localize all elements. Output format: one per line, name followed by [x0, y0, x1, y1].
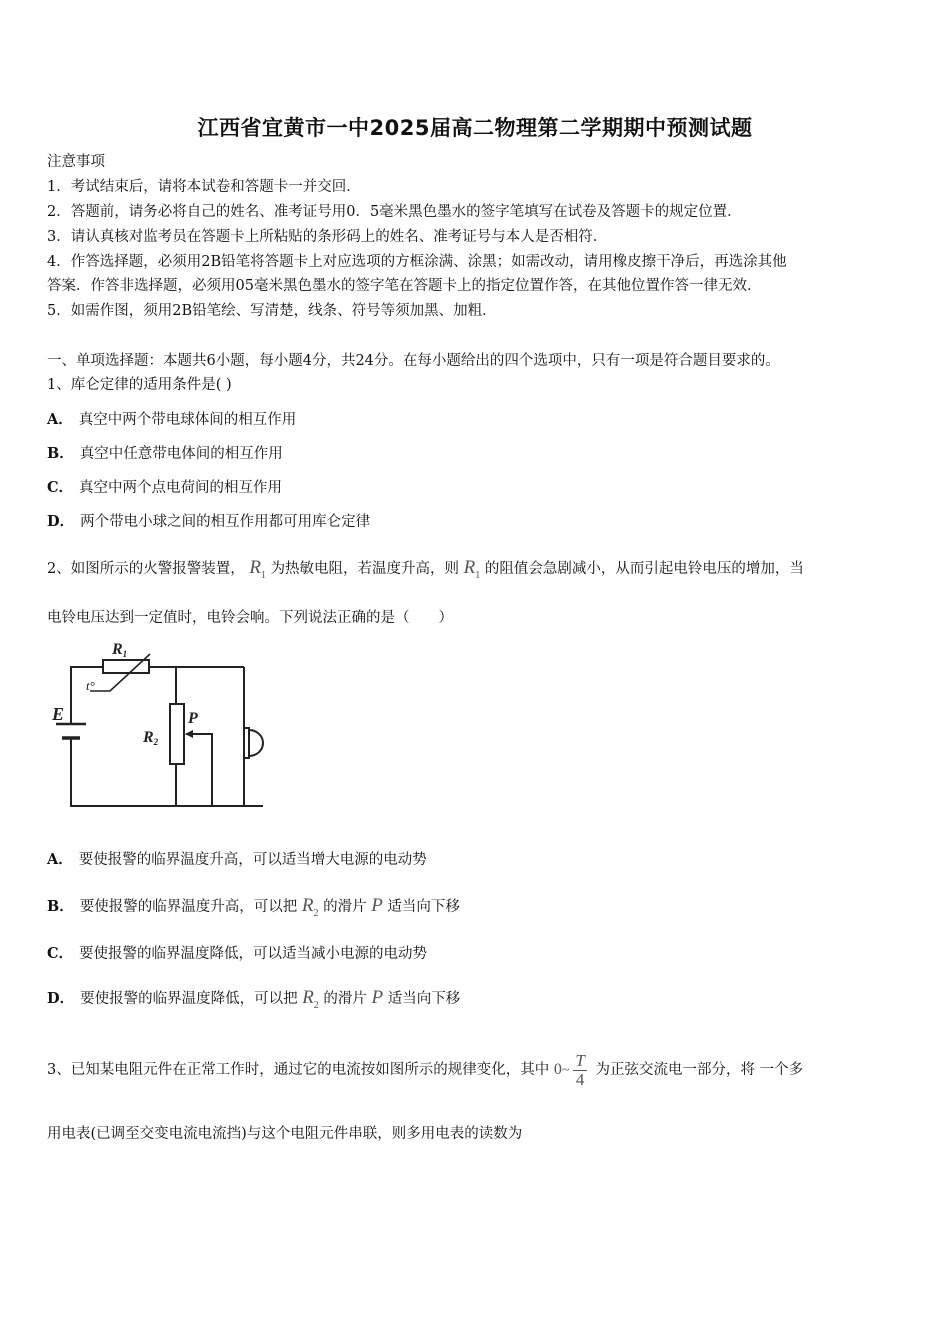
- option-text: 真空中任意带电体间的相互作用: [79, 446, 283, 462]
- fraction-t-over-4: $\frac{T}{4}$: [575, 1050, 585, 1089]
- option-text-c: 适当向下移: [387, 899, 460, 915]
- slider-arrowhead: [185, 730, 193, 738]
- option-key: C．: [47, 479, 74, 496]
- label-r2: R2: [143, 729, 159, 747]
- circuit-wire: [71, 738, 263, 806]
- notice-item-3: 3．请认真核对监考员在答题卡上所粘贴的条形码上的姓名、准考证号与本人是否相符．: [47, 229, 608, 245]
- option-key: B．: [47, 445, 74, 462]
- option-text-a: 要使报警的临界温度降低，可以把: [80, 991, 298, 1007]
- section-heading: 一、单项选择题：本题共6小题，每小题4分，共24分。在每小题给出的四个选项中，只有一项是符合题目要求的。: [47, 353, 780, 369]
- symbol-r1: $R_1$: [249, 557, 266, 581]
- option-text-b: 的滑片: [323, 991, 367, 1007]
- option-text-b: 的滑片: [323, 899, 367, 915]
- notice-item-1: 1．考试结束后，请将本试卷和答题卡一并交回．: [47, 179, 361, 195]
- label-r1: R1: [112, 641, 128, 659]
- q1-stem: 1、库仑定律的适用条件是( ): [47, 377, 232, 393]
- option-key: D．: [47, 513, 75, 530]
- option-key: D．: [47, 990, 75, 1007]
- option-text-a: 要使报警的临界温度升高，可以把: [79, 899, 298, 915]
- option-key: A．: [47, 411, 73, 428]
- notice-item-4-cont: 答案．作答非选择题，必须用05毫米黑色墨水的签字笔在答题卡上的指定位置作答，在其他位置作答一律无效．: [47, 278, 762, 294]
- q1-option-d: [47, 512, 370, 532]
- option-key: A．: [47, 851, 73, 868]
- label-temperature: t°: [86, 678, 95, 693]
- symbol-r2: $R_2$: [301, 895, 319, 919]
- q3-stem-line1: [47, 1045, 803, 1096]
- slider-wire: [186, 734, 212, 806]
- notice-item-2: 2．答题前，请务必将自己的姓名、准考证号用0．5毫米黑色墨水的签字笔填写在试卷及答题卡的规定位置．: [47, 204, 742, 220]
- symbol-r1: $R_1$: [463, 557, 481, 581]
- bell-dome: [249, 730, 263, 756]
- label-emf: E: [52, 704, 65, 724]
- q2-stem-a: 2、如图所示的火警报警装置，: [47, 561, 245, 577]
- notice-heading: 注意事项: [47, 154, 105, 170]
- circuit-wire: [71, 667, 86, 724]
- notice-item-4: 4．作答选择题，必须用2B铅笔将答题卡上对应选项的方框涂满、涂黑；如需改动，请用橡皮擦干净后，再选涂其他: [47, 254, 787, 270]
- q2-option-d: [47, 988, 460, 1016]
- option-text: 两个带电小球之间的相互作用都可用库仑定律: [80, 514, 371, 530]
- q2-option-b: [47, 896, 460, 924]
- option-text: 要使报警的临界温度升高，可以适当增大电源的电动势: [78, 852, 427, 868]
- q1-option-a: [47, 410, 296, 430]
- q2-stem-c: 的阻值会急剧减小，从而引起电铃电压的增加，当: [484, 561, 804, 577]
- fire-alarm-circuit-diagram: [46, 636, 276, 814]
- option-text: 真空中两个带电球体间的相互作用: [78, 412, 297, 428]
- q2-stem-b: 为热敏电阻，若温度升高，则: [270, 561, 460, 577]
- option-key: C．: [47, 945, 74, 962]
- q1-option-c: [47, 478, 282, 498]
- q2-option-c: [47, 944, 427, 964]
- symbol-r2: $R_2$: [302, 987, 319, 1011]
- option-text: 真空中两个点电荷间的相互作用: [79, 480, 283, 496]
- option-text: 要使报警的临界温度降低，可以适当减小电源的电动势: [79, 946, 428, 962]
- q2-stem-line1: [47, 558, 804, 586]
- page-title: 江西省宜黄市一中2025届高二物理第二学期期中预测试题: [197, 116, 753, 140]
- label-slider-p: P: [188, 710, 198, 727]
- rheostat-r2: [170, 704, 184, 764]
- bell-body: [244, 728, 249, 758]
- range-tilde: ~: [561, 1063, 570, 1078]
- q3-stem-a: 3、已知某电阻元件在正常工作时，通过它的电流按如图所示的规律变化，其中: [47, 1062, 550, 1078]
- q2-option-a: [47, 850, 427, 870]
- option-text-c: 适当向下移: [387, 991, 461, 1007]
- range-start: 0: [553, 1061, 562, 1078]
- q2-stem-line2: 电铃电压达到一定值时，电铃会响。下列说法正确的是（ ）: [47, 610, 453, 626]
- notice-item-5: 5．如需作图，须用2B铅笔绘、写清楚，线条、符号等须加黑、加粗．: [47, 303, 497, 319]
- q3-stem-line2: 用电表(已调至交变电流电流挡)与这个电阻元件串联，则多用电表的读数为: [47, 1126, 523, 1142]
- symbol-p: P: [371, 895, 383, 916]
- symbol-p: P: [371, 987, 384, 1008]
- option-key: B．: [47, 898, 74, 915]
- q3-stem-b: 为正弦交流电一部分，将 一个多: [595, 1062, 804, 1078]
- q1-option-b: [47, 444, 283, 464]
